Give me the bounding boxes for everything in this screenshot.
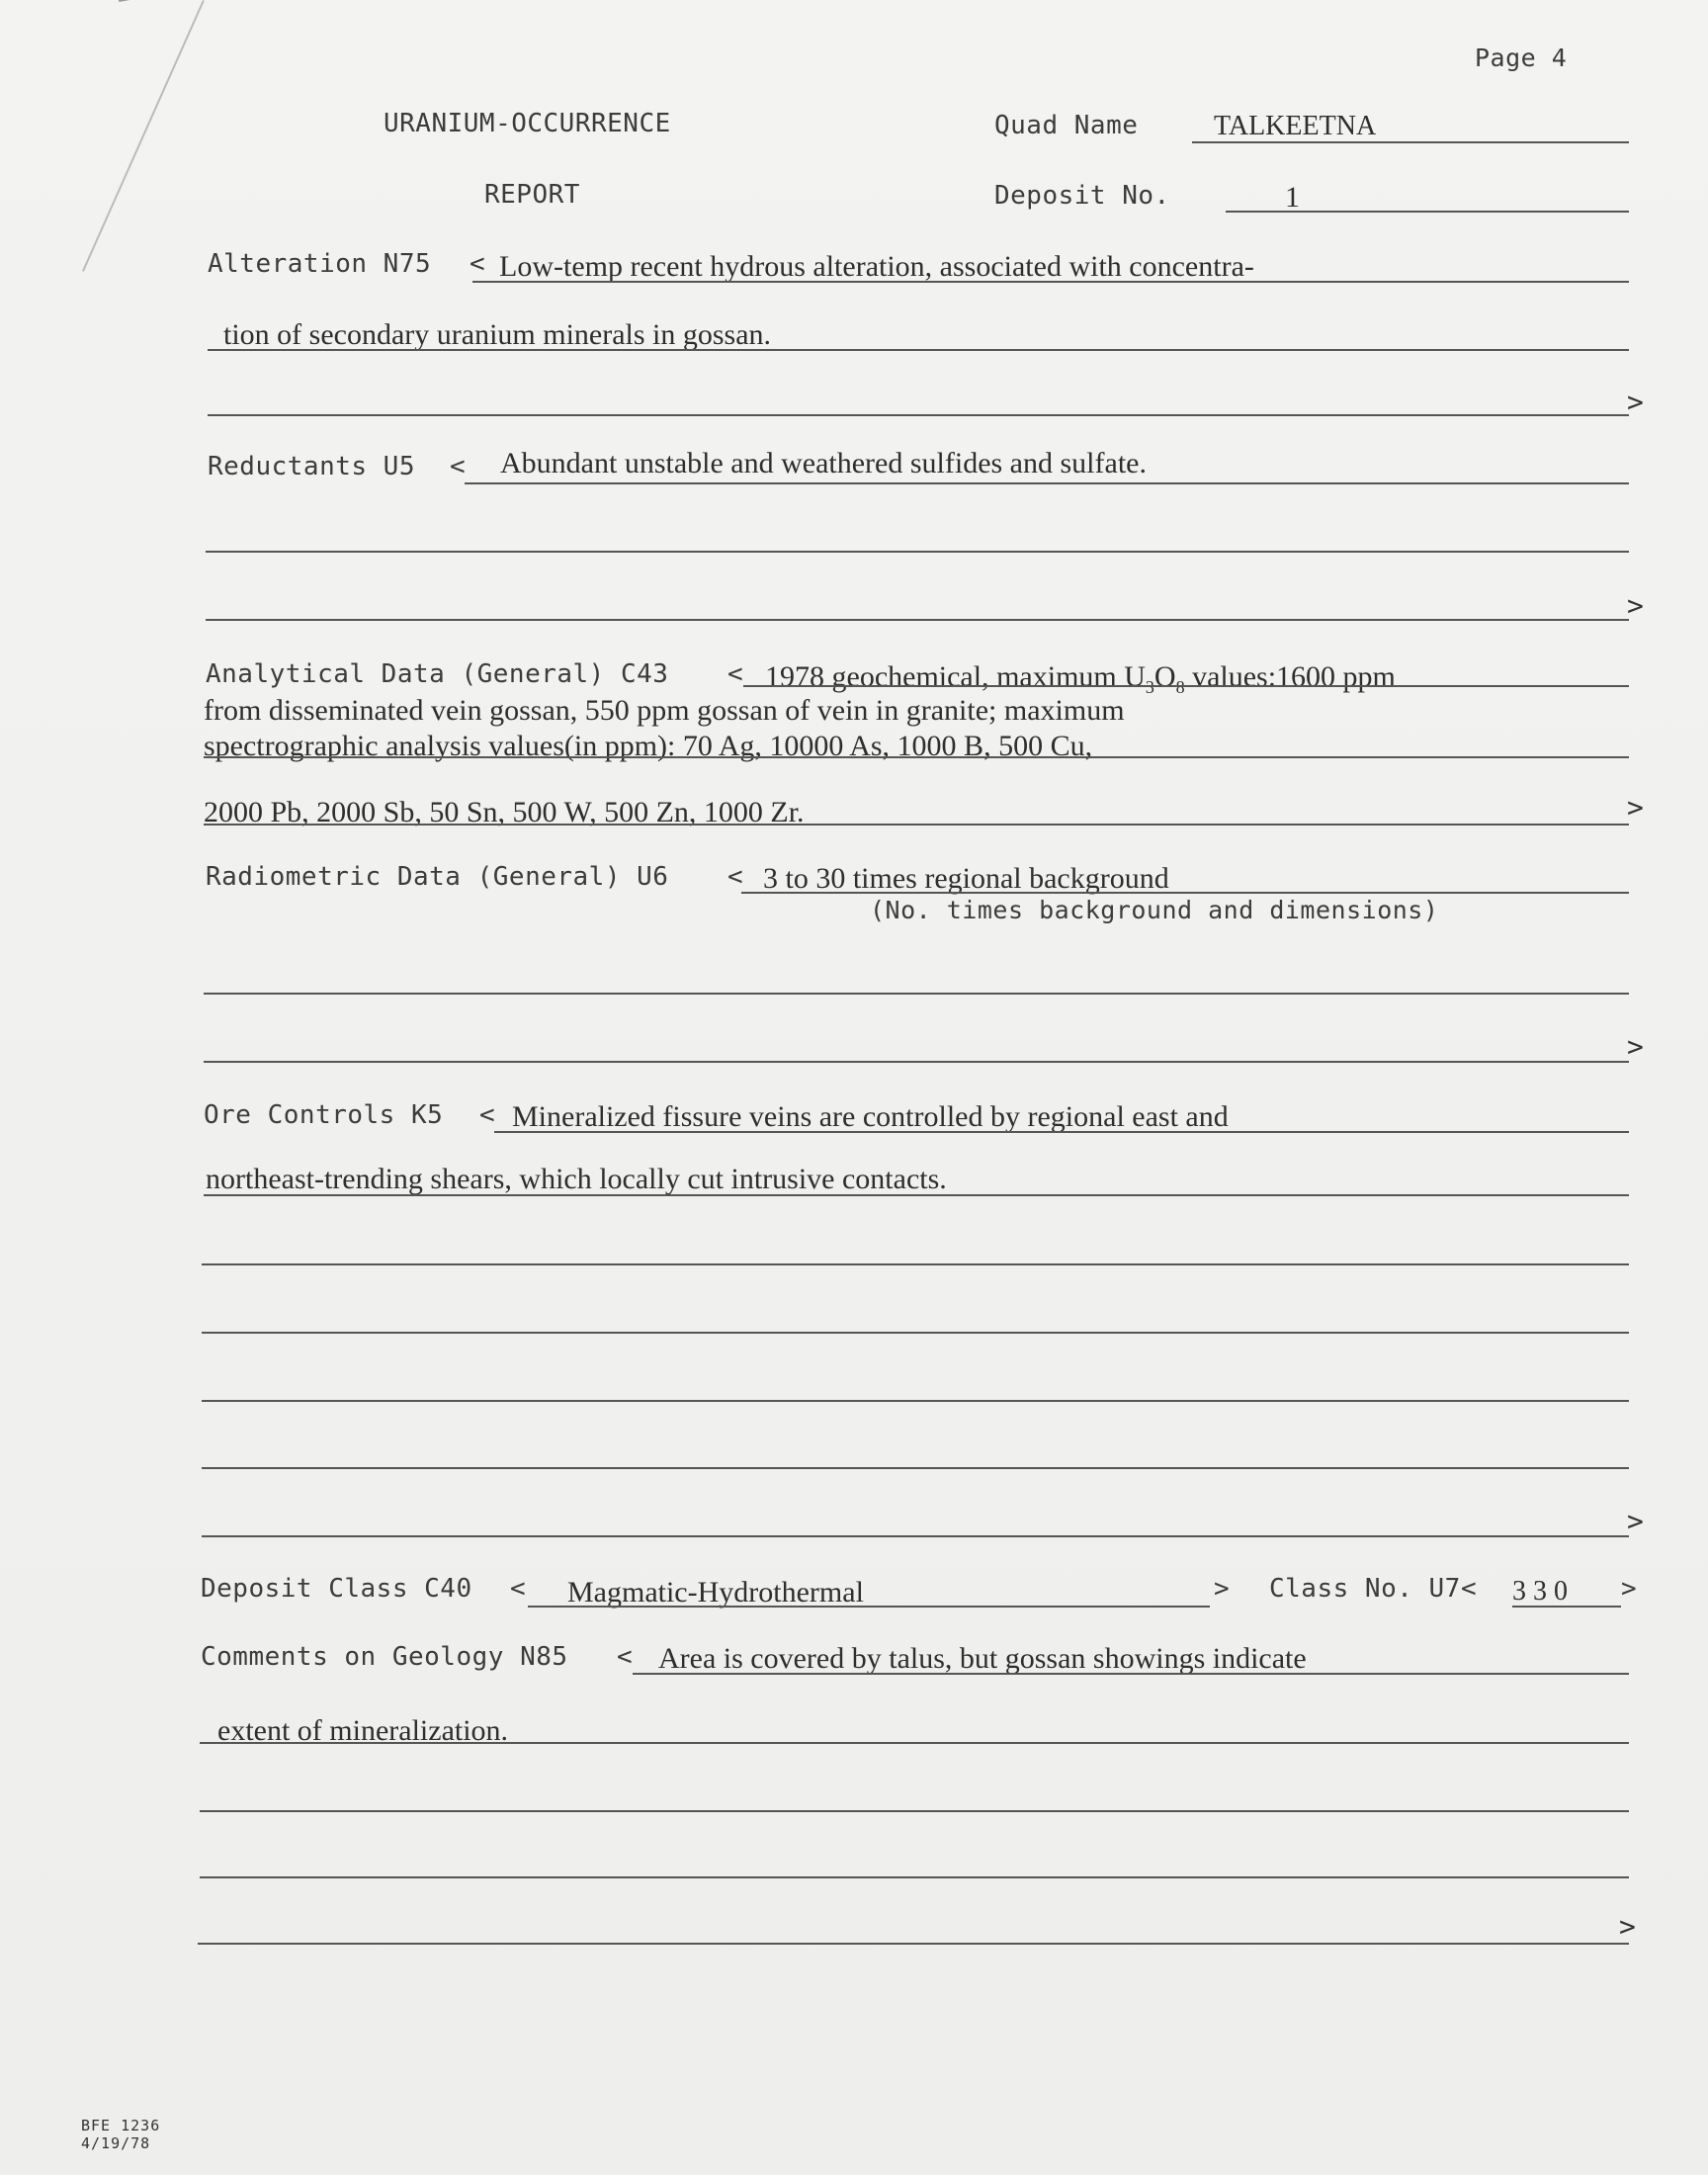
class-no-open-bracket: < [1461,1574,1478,1604]
analytical-data-line-3[interactable]: spectrographic analysis values(in ppm): 70 Ag, 10000 As, 1000 B, 500 Cu, [204,730,1093,762]
alteration-label: Alteration N75 [208,249,432,279]
quad-name-value[interactable]: TALKEETNA [1214,111,1377,141]
comments-geology-label: Comments on Geology N85 [201,1642,568,1672]
alteration-close-bracket: > [1627,386,1644,418]
deposit-no-underline [1226,211,1629,213]
form-date: 4/19/78 [81,2134,151,2152]
comments-geology-underline-3 [200,1810,1629,1812]
class-no-value[interactable]: 3 3 0 [1512,1576,1568,1607]
radiometric-data-underline-3 [204,1061,1629,1063]
quad-name-label: Quad Name [994,111,1139,140]
reductants-line-1[interactable]: Abundant unstable and weathered sulfides and sulfate. [500,447,1147,479]
ore-controls-underline-3 [202,1263,1629,1265]
radiometric-data-hint: (No. times background and dimensions) [870,896,1439,924]
ore-controls-line-2[interactable]: northeast-trending shears, which locally cut intrusive contacts. [206,1163,947,1195]
ore-controls-line-1[interactable]: Mineralized fissure veins are controlled by regional east and [512,1100,1229,1133]
ore-controls-underline-1 [494,1131,1629,1133]
analytical-data-label: Analytical Data (General) C43 [206,659,669,689]
class-no-underline [1512,1606,1621,1608]
class-no-label: Class No. U7 [1269,1574,1461,1604]
ore-controls-close-bracket: > [1627,1505,1644,1537]
page-crease [82,0,205,272]
analytical-data-underline-1 [743,685,1629,687]
comments-geology-open-bracket: < [617,1642,634,1672]
alteration-line-2[interactable]: tion of secondary uranium minerals in gossan. [223,318,772,351]
reductants-underline-3 [206,619,1629,621]
ore-controls-underline-7 [202,1535,1629,1537]
ore-controls-underline-6 [202,1467,1629,1469]
quad-name-underline [1192,141,1629,143]
alteration-underline-1 [472,281,1629,283]
deposit-class-value[interactable]: Magmatic-Hydrothermal [567,1576,864,1609]
ore-controls-underline-5 [202,1400,1629,1402]
deposit-no-value[interactable]: 1 [1285,181,1300,214]
analytical-data-line-1[interactable] [765,660,1396,698]
deposit-class-label: Deposit Class C40 [201,1574,472,1604]
ore-controls-underline-2 [204,1194,1629,1196]
reductants-close-bracket: > [1627,589,1644,622]
reductants-underline-1 [465,482,1629,484]
reductants-underline-2 [206,551,1629,553]
analytical-data-sub-3: 3 [1145,677,1154,697]
ore-controls-open-bracket: < [479,1100,496,1130]
form-subtitle: REPORT [484,180,580,210]
ore-controls-label: Ore Controls K5 [204,1100,444,1130]
analytical-data-sub-8: 8 [1175,677,1185,697]
page-number: Page 4 [1475,44,1568,72]
deposit-class-open-bracket: < [510,1574,527,1604]
alteration-line-1[interactable]: Low-temp recent hydrous alteration, associated with concentra- [499,250,1254,283]
class-no-close-bracket: > [1621,1574,1638,1604]
radiometric-data-underline-2 [204,993,1629,995]
analytical-data-line-4[interactable]: 2000 Pb, 2000 Sb, 50 Sn, 500 W, 500 Zn, 1000 Zr. [204,796,805,828]
page-crease [119,0,207,2]
alteration-underline-3 [208,414,1629,416]
analytical-data-line-1-o: O [1153,660,1176,693]
comments-geology-line-2[interactable]: extent of mineralization. [217,1714,509,1747]
radiometric-data-label: Radiometric Data (General) U6 [206,862,669,892]
deposit-class-close-bracket: > [1214,1574,1231,1604]
comments-geology-close-bracket: > [1619,1910,1636,1943]
form-code: BFE 1236 [81,2117,161,2134]
radiometric-data-underline-1 [741,892,1629,894]
comments-geology-underline-5 [198,1943,1629,1945]
analytical-data-line-1-pre: 1978 geochemical, maximum U [765,660,1146,693]
analytical-data-close-bracket: > [1627,791,1644,824]
comments-geology-underline-2 [200,1742,1629,1744]
comments-geology-line-1[interactable]: Area is covered by talus, but gossan showings indicate [658,1642,1307,1675]
radiometric-data-value[interactable]: 3 to 30 times regional background [763,862,1169,895]
comments-geology-underline-1 [633,1673,1629,1675]
analytical-data-line-2[interactable]: from disseminated vein gossan, 550 ppm gossan of vein in granite; maximum [204,694,1125,727]
alteration-underline-2 [208,349,1629,351]
radiometric-data-close-bracket: > [1627,1030,1644,1063]
deposit-no-label: Deposit No. [994,181,1170,211]
deposit-class-underline [528,1606,1210,1608]
alteration-open-bracket: < [470,249,486,279]
radiometric-data-open-bracket: < [727,862,744,892]
analytical-data-line-1-post: values:1600 ppm [1184,660,1396,693]
reductants-label: Reductants U5 [208,452,415,481]
analytical-data-underline-3 [204,824,1629,826]
reductants-open-bracket: < [450,452,467,481]
ore-controls-underline-4 [202,1332,1629,1334]
form-title: URANIUM-OCCURRENCE [384,109,671,138]
comments-geology-underline-4 [200,1876,1629,1878]
analytical-data-open-bracket: < [727,659,744,689]
analytical-data-underline-2 [204,756,1629,758]
